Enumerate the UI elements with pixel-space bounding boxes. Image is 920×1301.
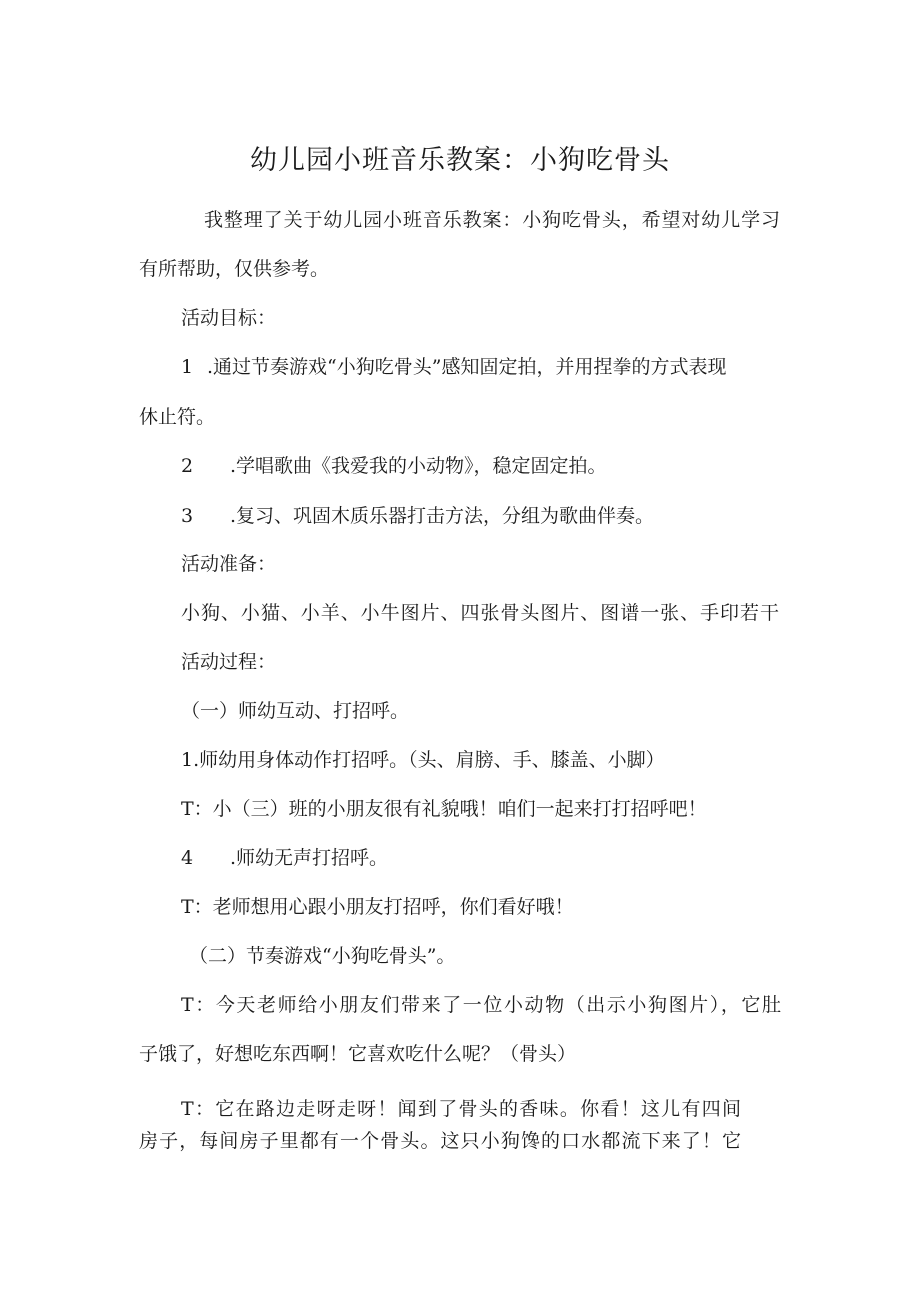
process-heading: 活动过程： xyxy=(181,651,277,673)
prep-heading: 活动准备： xyxy=(181,553,277,575)
step-1: 1.师幼用身体动作打招呼。（头、肩膀、手、膝盖、小脚） xyxy=(181,749,665,771)
teacher-line-4a: T：它在路边走呀走呀！闻到了骨头的香味。你看！这儿有四间 xyxy=(181,1098,741,1120)
goal-1-number: 1 xyxy=(181,356,194,378)
goal-1-text: .通过节奏游戏“小狗吃骨头”感知固定拍，并用捏拳的方式表现 xyxy=(207,356,727,378)
step-4-number: 4 xyxy=(181,847,194,869)
intro-line-2: 有所帮助，仅供参考。 xyxy=(139,258,330,280)
goal-3-text: .复习、巩固木质乐器打击方法，分组为歌曲伴奏。 xyxy=(230,505,655,527)
goal-3-number: 3 xyxy=(181,505,194,527)
teacher-line-3b: 子饿了，好想吃东西啊！它喜欢吃什么呢？（骨头） xyxy=(139,1043,577,1065)
intro-line-1: 我整理了关于幼儿园小班音乐教案：小狗吃骨头，希望对幼儿学习 xyxy=(204,209,780,231)
goal-1-line-2: 休止符。 xyxy=(139,406,216,428)
goal-2-text: .学唱歌曲《我爱我的小动物》，稳定固定拍。 xyxy=(230,455,607,477)
step-4 xyxy=(181,844,388,872)
step-4-text: .师幼无声打招呼。 xyxy=(230,847,389,869)
teacher-line-4b: 房子，每间房子里都有一个骨头。这只小狗馋的口水都流下来了！它 xyxy=(139,1130,741,1152)
goal-2-number: 2 xyxy=(181,455,194,477)
section-1-heading: （一）师幼互动、打招呼。 xyxy=(181,700,410,722)
goal-2 xyxy=(181,452,607,480)
document-title: 幼儿园小班音乐教案：小狗吃骨头 xyxy=(250,145,670,176)
teacher-line-3a: T：今天老师给小朋友们带来了一位小动物（出示小狗图片），它肚 xyxy=(181,994,781,1016)
goal-1-line-1 xyxy=(181,353,781,381)
teacher-line-2: T：老师想用心跟小朋友打招呼，你们看好哦！ xyxy=(181,896,574,918)
section-2-heading: （二）节奏游戏“小狗吃骨头”。 xyxy=(189,945,456,967)
prep-text: 小狗、小猫、小羊、小牛图片、四张骨头图片、图谱一张、手印若干 xyxy=(181,602,779,624)
goal-3 xyxy=(181,502,654,530)
teacher-line-1: T：小（三）班的小朋友很有礼貌哦！咱们一起来打打招呼吧！ xyxy=(181,798,707,820)
goals-heading: 活动目标： xyxy=(181,307,277,329)
